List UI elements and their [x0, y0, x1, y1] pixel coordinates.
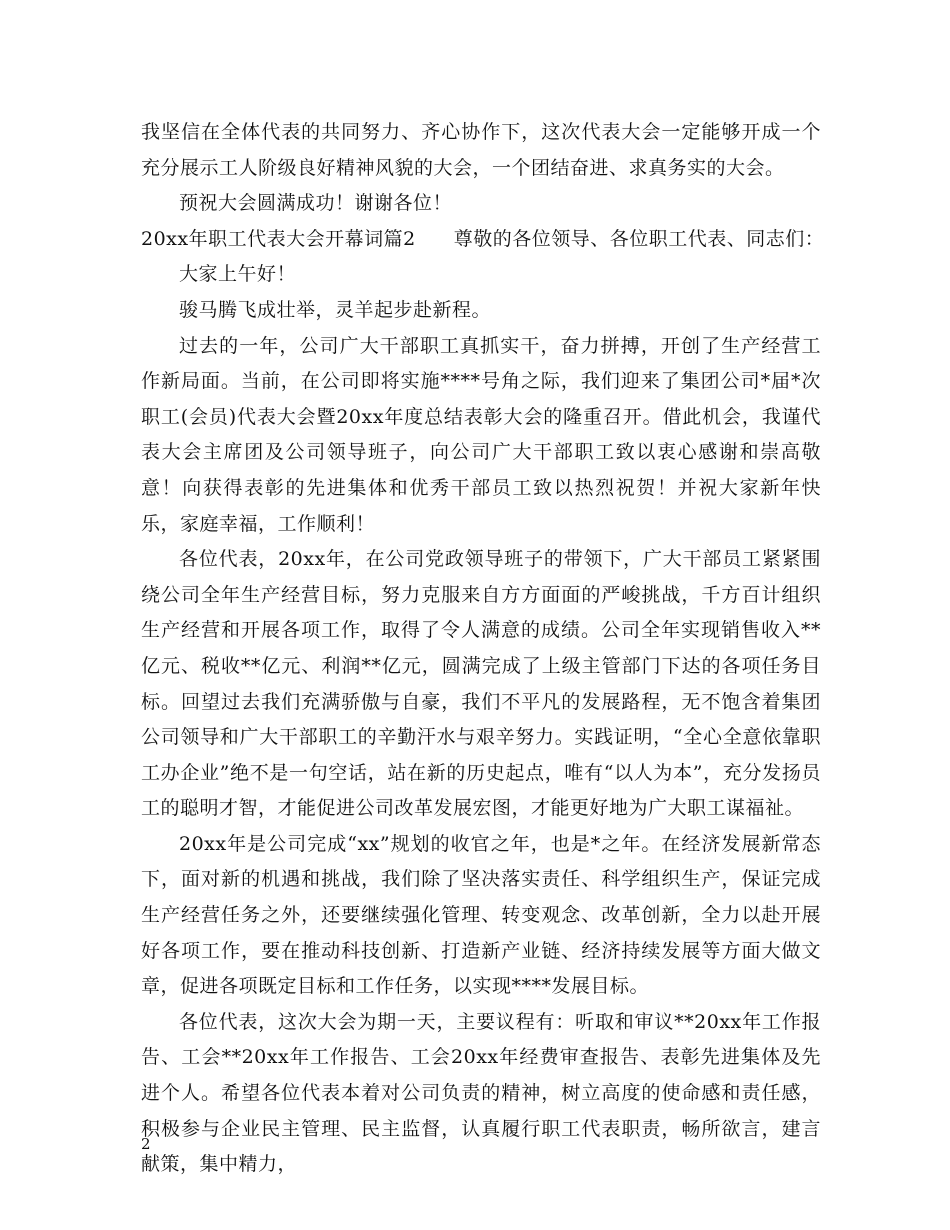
document-body [141, 115, 825, 1183]
paragraph-past-year: 过去的一年，公司广大干部职工真抓实干，奋力拼搏，开创了生产经营工作新局面。当前，在公司即将实施****号角之际，我们迎来了集团公司*届*次职工(会员)代表大会暨20xx年度总结表彰大会的隆重召开。借此机会，我谨代表大会主席团及公司领导班子，向公司广大干部职工致以衷心感谢和崇高敬意！向获得表彰的先进集体和优秀干部员工致以热烈祝贺！并祝大家新年快乐，家庭幸福，工作顺利！ [141, 334, 821, 535]
paragraph-greeting: 大家上午好！ [179, 263, 297, 286]
page-number: 2 [141, 1135, 151, 1153]
paragraph-achievements: 各位代表，20xx年，在公司党政领导班子的带领下，广大干部员工紧紧围绕公司全年生产经营目标，努力克服来自方方面面的严峻挑战，千方百计组织生产经营和开展各项工作，取得了令人满意的成绩。公司全年实现销售收入**亿元、税收**亿元、利润**亿元，圆满完成了上级主管部门下达的各项任务目标。回望过去我们充满骄傲与自豪，我们不平凡的发展路程，无不饱含着集团公司领导和广大干部职工的辛勤汗水与艰辛努力。实践证明，“全心全意依靠职工办企业”绝不是一句空话，站在新的历史起点，唯有“以人为本”，充分发扬员工的聪明才智，才能促进公司改革发展宏图，才能更好地为广大职工谋福祉。 [141, 548, 821, 820]
paragraph-agenda: 各位代表，这次大会为期一天，主要议程有：听取和审议**20xx年工作报告、工会**20xx年工作报告、工会20xx年经费审查报告、表彰先进集体及先进个人。希望各位代表本着对公司负责的精神，树立高度的使命感和责任感，积极参与企业民主管理、民主监督，认真履行职工代表职责，畅所欲言，建言献策，集中精力， [141, 1010, 821, 1176]
section-title: 20xx年职工代表大会开幕词篇2 [141, 227, 416, 250]
section-heading-line [141, 222, 825, 258]
paragraph-closing-belief: 我坚信在全体代表的共同努力、齐心协作下，这次代表大会一定能够开成一个充分展示工人阶级良好精神风貌的大会，一个团结奋进、求真务实的大会。 [141, 121, 821, 179]
paragraph-new-year-goals: 20xx年是公司完成“xx”规划的收官之年，也是*之年。在经济发展新常态下，面对新的机遇和挑战，我们除了坚决落实责任、科学组织生产，保证完成生产经营任务之外，还要继续强化管理、转变观念、改革创新，全力以赴开展好各项工作，要在推动科技创新、打造新产业链、经济持续发展等方面大做文章，促进各项既定目标和工作任务，以实现****发展目标。 [141, 832, 821, 998]
salutation: 尊敬的各位领导、各位职工代表、同志们： [453, 227, 825, 250]
paragraph-couplet: 骏马腾飞成壮举，灵羊起步赴新程。 [179, 298, 492, 321]
paragraph-closing-wish: 预祝大会圆满成功！谢谢各位！ [179, 192, 453, 215]
